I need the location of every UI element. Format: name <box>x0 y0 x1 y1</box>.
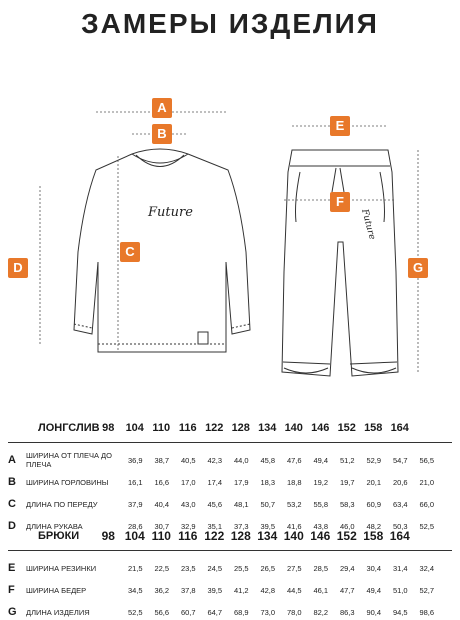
size-cell: 128 <box>231 422 250 434</box>
pants-header <box>0 526 460 546</box>
size-cell: 140 <box>283 529 304 543</box>
tag-c: C <box>120 242 140 262</box>
value-cell: 66,0 <box>419 499 435 509</box>
row-label: ДЛИНА РУКАВА <box>26 521 83 531</box>
value-cell: 82,2 <box>313 607 329 617</box>
pants-table <box>0 526 460 620</box>
value-cell: 68,9 <box>233 607 249 617</box>
size-cell: 164 <box>389 529 410 543</box>
value-cell: 50,3 <box>392 521 408 531</box>
value-cell: 19,2 <box>313 477 329 487</box>
row-letter: C <box>8 498 16 510</box>
value-cell: 24,5 <box>207 563 223 573</box>
size-cell: 164 <box>390 422 409 434</box>
value-cell: 23,5 <box>180 563 196 573</box>
value-cell: 60,7 <box>180 607 196 617</box>
value-cell: 47,6 <box>286 455 302 465</box>
value-cell: 19,7 <box>339 477 355 487</box>
value-cell: 25,5 <box>233 563 249 573</box>
size-cell: 146 <box>310 529 331 543</box>
row-label: ДЛИНА ИЗДЕЛИЯ <box>26 607 90 617</box>
size-cell: 122 <box>204 529 225 543</box>
value-cell: 16,6 <box>154 477 170 487</box>
table-row <box>0 449 460 471</box>
tag-e: E <box>330 116 350 136</box>
table-row <box>0 493 460 515</box>
value-cell: 22,5 <box>154 563 170 573</box>
value-cell: 56,6 <box>154 607 170 617</box>
value-cell: 78,0 <box>286 607 302 617</box>
value-cell: 21,0 <box>419 477 435 487</box>
table-row <box>0 557 460 579</box>
value-cell: 41,2 <box>233 585 249 595</box>
row-letter: B <box>8 476 16 488</box>
page-title: ЗАМЕРЫ ИЗДЕЛИЯ <box>81 8 379 39</box>
size-cell: 140 <box>284 422 303 434</box>
size-cell: 158 <box>364 422 383 434</box>
value-cell: 35,1 <box>207 521 223 531</box>
future-logo: Future <box>148 205 193 220</box>
value-cell: 44,0 <box>233 455 249 465</box>
row-label: ШИРИНА ОТ ПЛЕЧА ДО ПЛЕЧА <box>26 451 112 469</box>
size-cell: 158 <box>363 529 384 543</box>
value-cell: 18,8 <box>286 477 302 487</box>
value-cell: 17,0 <box>180 477 196 487</box>
tag-b: B <box>152 124 172 144</box>
value-cell: 52,9 <box>366 455 382 465</box>
divider <box>8 550 452 551</box>
longsleeve-sizes <box>95 422 413 434</box>
value-cell: 16,1 <box>127 477 143 487</box>
value-cell: 34,5 <box>127 585 143 595</box>
size-cell: 104 <box>125 422 144 434</box>
value-cell: 49,4 <box>313 455 329 465</box>
size-cell: 110 <box>152 422 171 434</box>
value-cell: 30,4 <box>366 563 382 573</box>
size-cell: 122 <box>205 422 224 434</box>
value-cell: 51,2 <box>339 455 355 465</box>
value-cell: 28,6 <box>127 521 143 531</box>
value-cell: 46,0 <box>339 521 355 531</box>
value-cell: 36,9 <box>127 455 143 465</box>
value-cell: 40,5 <box>180 455 196 465</box>
value-cell: 20,1 <box>366 477 382 487</box>
value-cell: 17,4 <box>207 477 223 487</box>
value-cell: 18,3 <box>260 477 276 487</box>
row-letter: G <box>8 606 17 618</box>
value-cell: 45,6 <box>207 499 223 509</box>
value-cell: 43,8 <box>313 521 329 531</box>
value-cell: 55,8 <box>313 499 329 509</box>
row-letter: A <box>8 454 16 466</box>
value-cell: 64,7 <box>207 607 223 617</box>
value-cell: 45,8 <box>260 455 276 465</box>
row-label: ШИРИНА РЕЗИНКИ <box>26 563 97 573</box>
tag-d: D <box>8 258 28 278</box>
value-cell: 58,3 <box>339 499 355 509</box>
value-cell: 31,4 <box>392 563 408 573</box>
value-cell: 30,7 <box>154 521 170 531</box>
value-cell: 38,7 <box>154 455 170 465</box>
tag-g: G <box>408 258 428 278</box>
value-cell: 50,7 <box>260 499 276 509</box>
value-cell: 98,6 <box>419 607 435 617</box>
value-cell: 48,2 <box>366 521 382 531</box>
value-cell: 52,5 <box>419 521 435 531</box>
future-logo-pants: Future <box>359 208 377 241</box>
value-cell: 49,4 <box>366 585 382 595</box>
size-cell: 152 <box>337 422 356 434</box>
size-cell: 128 <box>230 529 251 543</box>
value-cell: 42,3 <box>207 455 223 465</box>
value-cell: 47,7 <box>339 585 355 595</box>
value-cell: 37,9 <box>127 499 143 509</box>
longsleeve-drawing <box>74 149 250 352</box>
size-cell: 104 <box>124 529 145 543</box>
value-cell: 56,5 <box>419 455 435 465</box>
value-cell: 20,6 <box>392 477 408 487</box>
value-cell: 42,8 <box>260 585 276 595</box>
size-cell: 146 <box>311 422 330 434</box>
value-cell: 43,0 <box>180 499 196 509</box>
value-cell: 32,4 <box>419 563 435 573</box>
value-cell: 36,2 <box>154 585 170 595</box>
size-cell: 152 <box>336 529 357 543</box>
size-cell: 116 <box>178 529 198 543</box>
tag-f: F <box>330 192 350 212</box>
value-cell: 52,7 <box>419 585 435 595</box>
longsleeve-table <box>0 418 460 537</box>
garment-illustration <box>0 92 460 392</box>
size-cell: 134 <box>257 529 278 543</box>
value-cell: 37,3 <box>233 521 249 531</box>
value-cell: 28,5 <box>313 563 329 573</box>
value-cell: 37,8 <box>180 585 196 595</box>
value-cell: 90,4 <box>366 607 382 617</box>
row-label: ДЛИНА ПО ПЕРЕДУ <box>26 499 98 509</box>
value-cell: 40,4 <box>154 499 170 509</box>
row-label: ШИРИНА ГОРЛОВИНЫ <box>26 477 109 487</box>
value-cell: 27,5 <box>286 563 302 573</box>
size-cell: 134 <box>258 422 277 434</box>
longsleeve-heading: ЛОНГСЛИВ <box>38 422 100 434</box>
pants-drawing <box>282 150 398 376</box>
row-letter: F <box>8 584 15 596</box>
value-cell: 52,5 <box>127 607 143 617</box>
size-cell: 110 <box>151 529 171 543</box>
divider <box>8 442 452 443</box>
size-cell: 98 <box>102 422 115 434</box>
value-cell: 46,1 <box>313 585 329 595</box>
value-cell: 26,5 <box>260 563 276 573</box>
row-letter: D <box>8 520 16 532</box>
value-cell: 48,1 <box>233 499 249 509</box>
pants-heading: БРЮКИ <box>38 530 80 542</box>
value-cell: 86,3 <box>339 607 355 617</box>
value-cell: 21,5 <box>127 563 143 573</box>
value-cell: 73,0 <box>260 607 276 617</box>
value-cell: 17,9 <box>233 477 249 487</box>
value-cell: 44,5 <box>286 585 302 595</box>
size-cell: 116 <box>178 422 197 434</box>
value-cell: 41,6 <box>286 521 302 531</box>
value-cell: 94,5 <box>392 607 408 617</box>
tag-a: A <box>152 98 172 118</box>
row-letter: E <box>8 562 16 574</box>
value-cell: 54,7 <box>392 455 408 465</box>
value-cell: 63,4 <box>392 499 408 509</box>
value-cell: 29,4 <box>339 563 355 573</box>
row-label: ШИРИНА БЕДЕР <box>26 585 87 595</box>
value-cell: 39,5 <box>207 585 223 595</box>
value-cell: 53,2 <box>286 499 302 509</box>
value-cell: 32,9 <box>180 521 196 531</box>
pants-sizes <box>95 529 413 543</box>
table-row <box>0 579 460 601</box>
table-row <box>0 601 460 620</box>
value-cell: 39,5 <box>260 521 276 531</box>
value-cell: 60,9 <box>366 499 382 509</box>
value-cell: 51,0 <box>392 585 408 595</box>
table-row <box>0 471 460 493</box>
longsleeve-header <box>0 418 460 438</box>
size-cell: 98 <box>101 529 115 543</box>
